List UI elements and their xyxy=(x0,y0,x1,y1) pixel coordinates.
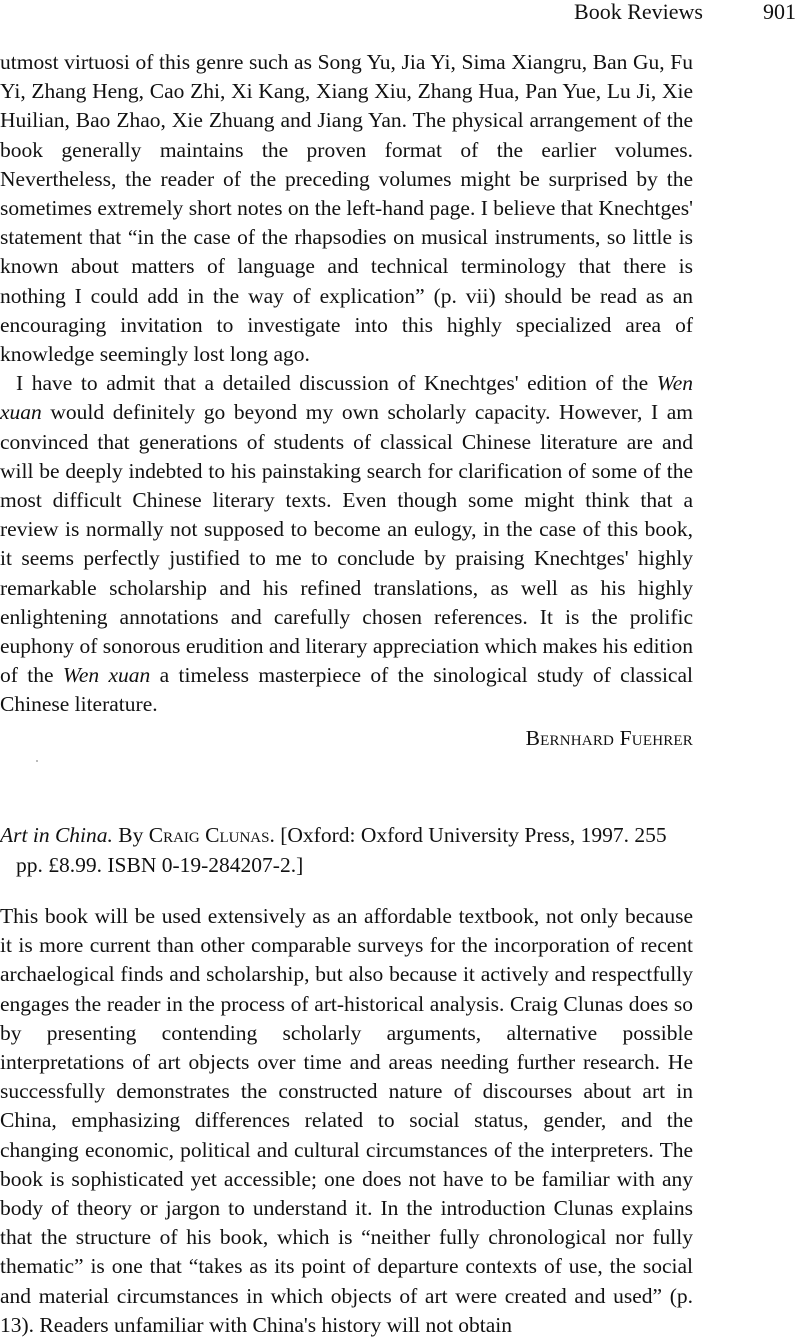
review-book-author: Craig Clunas xyxy=(148,823,270,847)
running-head-title: Book Reviews xyxy=(574,0,703,24)
review-1-paragraph-1: utmost virtuosi of this genre such as Song Yu, Jia Yi, Sima Xiangru, Ban Gu, Fu Yi, Zhang Heng, Cao Zhi, Xi Kang, Xiang Xiu, Zhang Hua, Pan Yue, Lu Ji, Xie Huilian, Bao Zhao, Xie Zhuang and Jiang Yan. The physical arrangement of the book generally maintains the proven format of the earlier volumes. Nevertheless, the reader of the preceding volumes might be surprised by the sometimes extremely short notes on the left-hand page. I believe that Knechtges' statement that “in the case of the rhapsodies on musical instruments, so little is known about matters of language and technical terminology that there is nothing I could add in the way of explication” (p. vii) should be read as an encouraging invitation to investigate into this highly specialized area of knowledge seemingly lost long ago. xyxy=(0,50,693,367)
print-speck xyxy=(36,760,38,762)
review-book-title: Art in China. xyxy=(0,823,113,847)
reviewer-signature: Bernhard Fuehrer xyxy=(525,725,693,750)
book-title-italic: Wen xuan xyxy=(62,663,151,688)
publication-details: . [Oxford: Oxford University Press, 1997. 255 pp. £8.99. ISBN 0-19-284207-2.] xyxy=(16,823,667,877)
review-2-heading: Art in China. By Craig Clunas. [Oxford: Oxford University Press, 1997. 255 pp. £8.99. ISBN 0-19-284207-2.] xyxy=(0,823,667,877)
page-number: 901 xyxy=(763,0,796,24)
book-title-italic: Wen xuan xyxy=(0,371,693,425)
review-1-paragraph-2: I have to admit that a detailed discussion of Knechtges' edition of the Wen xuan would definitely go beyond my own scholarly capacity. However, I am convinced that generations of students of classical Chinese literature are and will be deeply indebted to his painstaking search for clarification of some of the most difficult Chinese literary texts. Even though some might think that a review is normally not supposed to become an eulogy, in the case of this book, it seems perfectly justified to me to conclude by praising Knechtges' highly remarkable scholarship and his refined translations, as well as his highly enlightening annotations and carefully chosen references. It is the prolific euphony of sonorous erudition and literary appreciation which makes his edition of the Wen xuan a timeless masterpiece of the sinological study of classical Chinese literature. xyxy=(0,371,693,717)
running-head xyxy=(574,0,796,24)
review-1-body xyxy=(0,48,693,753)
review-2-body xyxy=(0,902,693,1340)
review-2-paragraph-1: This book will be used extensively as an affordable textbook, not only because it is more current than other comparable surveys for the incorporation of recent archaelogical finds and scholarship, but also because it actively and respectfully engages the reader in the process of art-historical analysis. Craig Clunas does so by presenting contending scholarly arguments, alternative possible interpretations of art objects over time and areas needing further research. He successfully demonstrates the constructed nature of discourses about art in China, emphasizing differences related to social status, gender, and the changing economic, political and cultural circumstances of the interpreters. The book is sophisticated yet accessible; one does not have to be familiar with any body of theory or jargon to understand it. In the introduction Clunas explains that the structure of his book, which is “neither fully chronological nor fully thematic” is one that “takes as its point of departure contexts of use, the social and material circumstances in which objects of art were created and used” (p. 13). Readers unfamiliar with China's history will not obtain xyxy=(0,904,693,1337)
